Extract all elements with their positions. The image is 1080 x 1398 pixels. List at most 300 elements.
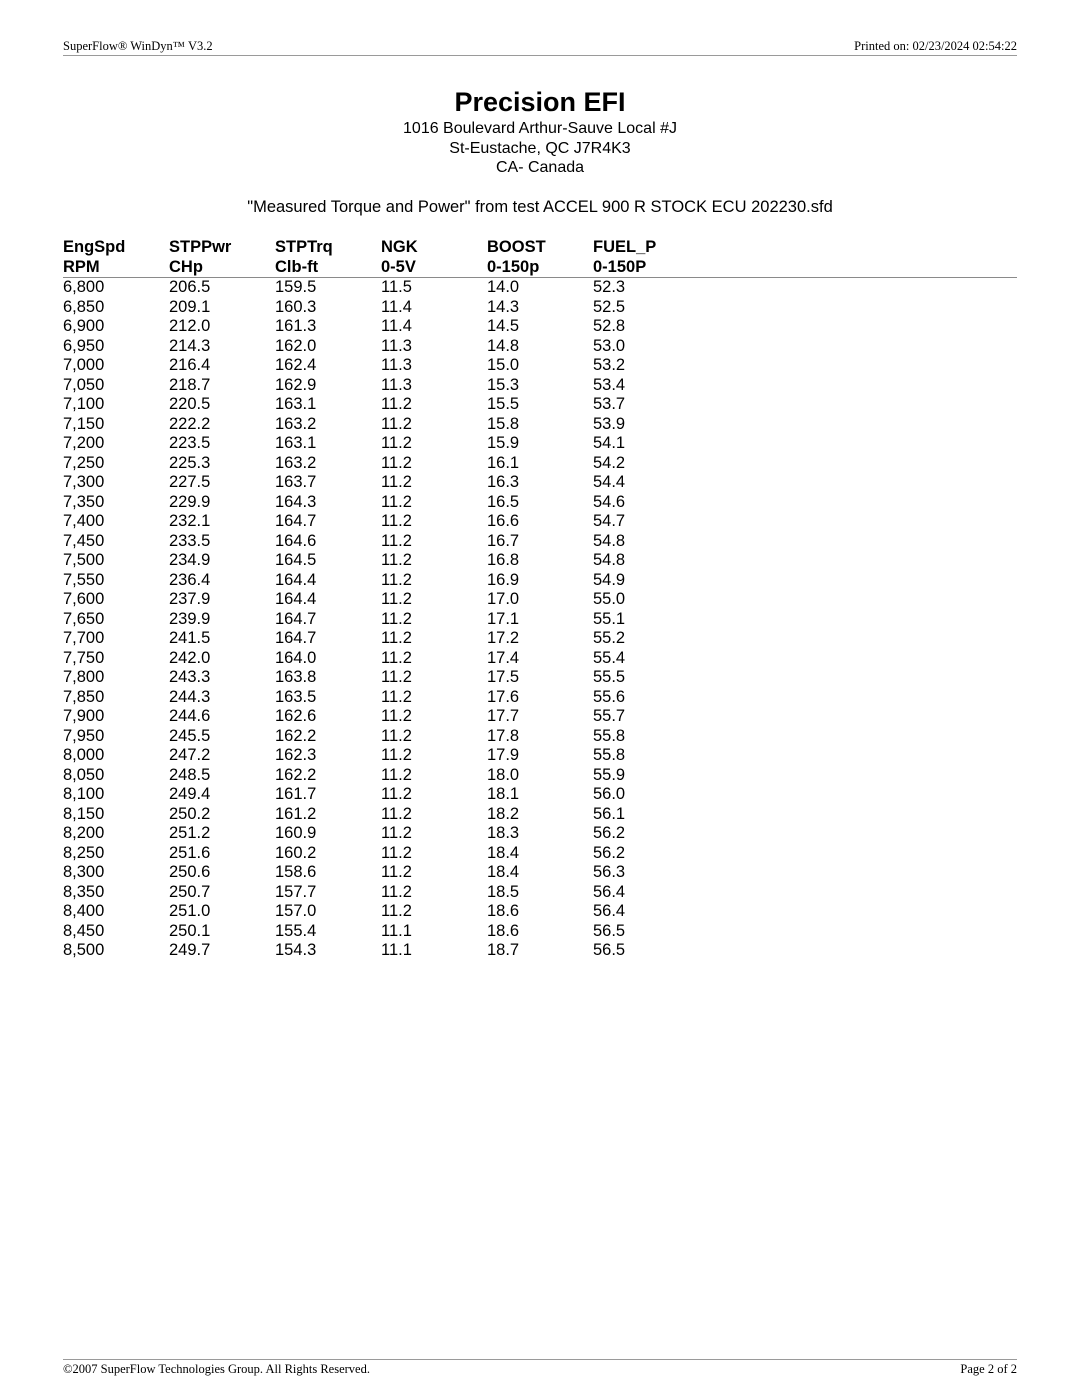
column-spacer [699,257,1017,278]
table-cell: 16.7 [487,531,520,550]
company-address-line1: 1016 Boulevard Arthur-Sauve Local #J [403,120,677,137]
table-cell: 54.2 [593,453,626,472]
row-spacer [699,883,1017,903]
table-cell: 56.5 [593,921,626,940]
table-cell: 18.2 [487,804,520,823]
table-cell: 7,000 [63,356,105,374]
row-spacer [699,863,1017,883]
table-cell: 245.5 [169,726,211,745]
table-cell: 212.0 [169,317,211,335]
column-header: STPTrq [275,238,333,256]
table-cell: 162.4 [275,356,317,374]
table-row [63,727,1017,747]
table-cell: 209.1 [169,297,211,316]
row-spacer [699,298,1017,318]
table-cell: 241.5 [169,629,211,647]
table-cell: 242.0 [169,648,211,667]
column-header: FUEL_P [593,238,657,256]
table-cell: 17.6 [487,687,520,706]
table-cell: 164.4 [275,590,317,608]
table-cell: 11.5 [381,278,412,296]
table-cell: 7,900 [63,707,105,725]
table-cell: 16.3 [487,473,520,491]
row-spacer [699,707,1017,727]
table-cell: 56.4 [593,882,626,901]
table-cell: 7,550 [63,570,105,589]
table-cell: 220.5 [169,395,211,413]
table-row [63,454,1017,474]
table-cell: 248.5 [169,765,211,784]
table-cell: 56.3 [593,863,626,881]
table-cell: 7,500 [63,551,105,569]
table-row [63,376,1017,396]
column-header: EngSpd [63,238,126,256]
table-cell: 162.6 [275,707,317,725]
column-unit: Clb-ft [275,257,381,278]
table-row [63,278,1017,298]
table-cell: 8,150 [63,804,105,823]
table-cell: 55.7 [593,707,626,725]
column-unit: 0-150P [593,257,699,278]
table-cell: 249.7 [169,941,211,959]
table-cell: 11.2 [381,609,412,628]
table-cell: 7,300 [63,473,105,491]
table-row [63,766,1017,786]
dyno-data-table [63,237,1017,961]
table-cell: 160.2 [275,843,317,862]
table-cell: 56.0 [593,785,626,803]
table-cell: 225.3 [169,453,211,472]
table-cell: 53.9 [593,414,626,433]
app-name: SuperFlow® WinDyn™ V3.2 [63,39,213,53]
table-cell: 7,100 [63,395,105,413]
table-row [63,883,1017,903]
row-spacer [699,805,1017,825]
table-cell: 214.3 [169,336,211,355]
row-spacer [699,785,1017,805]
table-cell: 11.3 [381,336,412,355]
table-row [63,805,1017,825]
table-cell: 17.7 [487,707,520,725]
table-cell: 55.6 [593,687,626,706]
table-cell: 244.3 [169,687,211,706]
table-cell: 6,800 [63,278,105,296]
copyright-notice: ©2007 SuperFlow Technologies Group. All Rights Reserved. [63,1362,370,1376]
table-row [63,512,1017,532]
table-cell: 7,150 [63,414,105,433]
table-cell: 16.8 [487,551,520,569]
table-cell: 53.4 [593,375,626,394]
column-header: NGK [381,238,418,256]
table-cell: 11.2 [381,453,412,472]
table-cell: 7,250 [63,453,105,472]
table-row [63,551,1017,571]
table-cell: 251.0 [169,902,211,920]
table-cell: 236.4 [169,570,211,589]
table-cell: 11.2 [381,824,412,842]
column-header: STPPwr [169,238,232,256]
table-cell: 18.7 [487,941,520,959]
page-header [63,38,1017,56]
table-cell: 14.3 [487,297,520,316]
table-cell: 8,350 [63,882,105,901]
row-spacer [699,629,1017,649]
table-cell: 8,500 [63,941,105,959]
table-cell: 163.1 [275,434,317,452]
table-cell: 54.4 [593,473,626,491]
table-cell: 7,200 [63,434,105,452]
table-cell: 54.9 [593,570,626,589]
table-cell: 8,050 [63,765,105,784]
row-spacer [699,590,1017,610]
table-cell: 11.2 [381,863,412,881]
table-cell: 17.4 [487,648,520,667]
table-cell: 8,000 [63,746,105,764]
table-cell: 53.2 [593,356,626,374]
table-cell: 7,850 [63,687,105,706]
table-cell: 11.2 [381,668,412,686]
table-cell: 8,400 [63,902,105,920]
table-cell: 157.0 [275,902,317,920]
table-cell: 18.1 [487,785,520,803]
table-cell: 11.2 [381,590,412,608]
table-cell: 154.3 [275,941,317,959]
table-cell: 160.3 [275,297,317,316]
table-cell: 54.7 [593,512,626,530]
table-cell: 218.7 [169,375,211,394]
row-spacer [699,493,1017,513]
table-cell: 18.4 [487,843,520,862]
table-cell: 11.1 [381,941,412,959]
table-cell: 18.0 [487,765,520,784]
table-cell: 11.2 [381,882,412,901]
table-row [63,844,1017,864]
table-cell: 53.7 [593,395,626,413]
row-spacer [699,395,1017,415]
table-cell: 164.5 [275,551,317,569]
table-cell: 55.0 [593,590,626,608]
table-cell: 8,100 [63,785,105,803]
table-cell: 163.8 [275,668,317,686]
table-row [63,707,1017,727]
table-cell: 164.6 [275,531,317,550]
table-cell: 162.9 [275,375,317,394]
table-cell: 16.5 [487,492,520,511]
table-cell: 16.1 [487,453,520,472]
row-spacer [699,668,1017,688]
table-cell: 229.9 [169,492,211,511]
table-cell: 249.4 [169,785,211,803]
table-cell: 11.4 [381,317,412,335]
table-cell: 16.6 [487,512,520,530]
row-spacer [699,571,1017,591]
table-cell: 8,200 [63,824,105,842]
table-cell: 237.9 [169,590,211,608]
table-cell: 11.1 [381,921,412,940]
table-cell: 233.5 [169,531,211,550]
table-cell: 8,450 [63,921,105,940]
table-cell: 15.5 [487,395,520,413]
company-address-line2: St-Eustache, QC J7R4K3 [449,139,631,157]
table-cell: 16.9 [487,570,520,589]
table-row [63,610,1017,630]
table-cell: 56.5 [593,941,626,959]
table-cell: 159.5 [275,278,317,296]
table-row [63,649,1017,669]
company-country: CA- Canada [495,159,585,176]
row-spacer [699,454,1017,474]
table-cell: 164.7 [275,512,317,530]
table-row [63,356,1017,376]
table-cell: 15.0 [487,356,520,374]
table-cell: 56.2 [593,843,626,862]
table-cell: 157.7 [275,882,317,901]
table-cell: 162.2 [275,765,317,784]
table-cell: 14.0 [487,278,520,296]
row-spacer [699,415,1017,435]
table-cell: 163.1 [275,395,317,413]
row-spacer [699,434,1017,454]
table-row [63,668,1017,688]
table-units-row [63,257,1017,278]
table-cell: 11.2 [381,492,412,511]
table-cell: 163.2 [275,453,317,472]
row-spacer [699,610,1017,630]
table-cell: 244.6 [169,707,211,725]
table-row [63,337,1017,357]
table-cell: 11.3 [381,356,412,374]
table-cell: 55.1 [593,609,626,628]
row-spacer [699,688,1017,708]
table-cell: 11.2 [381,687,412,706]
table-cell: 243.3 [169,668,211,686]
table-cell: 11.2 [381,843,412,862]
table-row [63,317,1017,337]
table-cell: 15.9 [487,434,520,452]
table-row [63,629,1017,649]
table-cell: 7,400 [63,512,105,530]
row-spacer [699,512,1017,532]
row-spacer [699,746,1017,766]
printed-timestamp: Printed on: 02/23/2024 02:54:22 [854,39,1017,53]
table-cell: 6,950 [63,336,105,355]
table-cell: 11.2 [381,707,412,725]
table-cell: 8,300 [63,863,105,881]
table-cell: 7,450 [63,531,105,550]
table-row [63,863,1017,883]
table-cell: 11.2 [381,551,412,569]
page-footer [63,1359,1017,1377]
report-title: "Measured Torque and Power" from test ACCEL 900 R STOCK ECU 202230.sfd [247,198,833,216]
table-row [63,434,1017,454]
row-spacer [699,473,1017,493]
table-cell: 18.5 [487,882,520,901]
row-spacer [699,551,1017,571]
table-cell: 161.2 [275,804,317,823]
table-cell: 11.2 [381,414,412,433]
table-cell: 11.2 [381,746,412,764]
table-cell: 18.6 [487,921,520,940]
table-cell: 250.6 [169,863,211,881]
row-spacer [699,941,1017,961]
table-cell: 7,650 [63,609,105,628]
table-row [63,473,1017,493]
table-cell: 17.1 [487,609,520,628]
table-cell: 11.2 [381,434,412,452]
table-cell: 17.5 [487,668,520,686]
table-cell: 161.7 [275,785,317,803]
column-spacer [699,237,1017,257]
table-cell: 160.9 [275,824,317,842]
table-cell: 55.9 [593,765,626,784]
table-cell: 11.2 [381,512,412,530]
table-cell: 56.1 [593,804,626,823]
table-cell: 163.2 [275,414,317,433]
table-cell: 7,750 [63,648,105,667]
table-row [63,590,1017,610]
table-cell: 17.8 [487,726,520,745]
table-cell: 6,850 [63,297,105,316]
table-cell: 18.6 [487,902,520,920]
row-spacer [699,376,1017,396]
table-cell: 162.2 [275,726,317,745]
table-row [63,746,1017,766]
table-cell: 56.4 [593,902,626,920]
table-cell: 250.7 [169,882,211,901]
table-cell: 222.2 [169,414,211,433]
table-cell: 164.0 [275,648,317,667]
table-cell: 164.4 [275,570,317,589]
table-cell: 11.2 [381,765,412,784]
table-cell: 161.3 [275,317,317,335]
table-cell: 55.2 [593,629,626,647]
row-spacer [699,649,1017,669]
table-cell: 18.3 [487,824,520,842]
table-cell: 11.3 [381,375,412,394]
table-row [63,571,1017,591]
row-spacer [699,824,1017,844]
column-unit: 0-5V [381,257,487,278]
table-cell: 158.6 [275,863,317,881]
page-number: Page 2 of 2 [960,1362,1017,1376]
table-cell: 11.2 [381,804,412,823]
table-cell: 250.1 [169,921,211,940]
table-cell: 7,050 [63,375,105,394]
table-cell: 55.5 [593,668,626,686]
company-name: Precision EFI [454,87,626,117]
table-cell: 251.6 [169,843,211,862]
row-spacer [699,337,1017,357]
table-cell: 11.2 [381,648,412,667]
table-cell: 55.8 [593,726,626,745]
row-spacer [699,922,1017,942]
table-cell: 232.1 [169,512,211,530]
row-spacer [699,727,1017,747]
column-header: BOOST [487,238,546,256]
table-cell: 11.2 [381,395,412,413]
table-cell: 247.2 [169,746,211,764]
company-block [0,85,1080,178]
row-spacer [699,532,1017,552]
table-cell: 14.5 [487,317,520,335]
table-cell: 6,900 [63,317,105,335]
table-cell: 7,350 [63,492,105,511]
row-spacer [699,766,1017,786]
table-cell: 7,700 [63,629,105,647]
table-cell: 52.5 [593,297,626,316]
table-cell: 53.0 [593,336,626,355]
table-cell: 155.4 [275,921,317,940]
table-cell: 54.6 [593,492,626,511]
table-cell: 251.2 [169,824,211,842]
table-cell: 17.0 [487,590,520,608]
table-cell: 11.2 [381,570,412,589]
table-cell: 162.3 [275,746,317,764]
table-cell: 250.2 [169,804,211,823]
column-unit: 0-150p [487,257,593,278]
table-cell: 11.2 [381,785,412,803]
table-body [63,278,1017,961]
row-spacer [699,278,1017,298]
table-row [63,532,1017,552]
table-row [63,785,1017,805]
table-cell: 206.5 [169,278,211,296]
table-cell: 14.8 [487,336,520,355]
table-cell: 7,950 [63,726,105,745]
table-row [63,902,1017,922]
table-row [63,941,1017,961]
table-cell: 17.2 [487,629,520,647]
table-cell: 52.8 [593,317,626,335]
table-cell: 11.4 [381,297,412,316]
table-cell: 163.5 [275,687,317,706]
table-cell: 11.2 [381,902,412,920]
table-cell: 216.4 [169,356,211,374]
table-cell: 7,600 [63,590,105,608]
column-unit: CHp [169,257,275,278]
column-unit: RPM [63,257,169,278]
table-cell: 55.4 [593,648,626,667]
table-cell: 52.3 [593,278,626,296]
table-cell: 223.5 [169,434,211,452]
table-cell: 18.4 [487,863,520,881]
table-row [63,824,1017,844]
table-cell: 7,800 [63,668,105,686]
table-cell: 17.9 [487,746,520,764]
table-row [63,922,1017,942]
table-cell: 55.8 [593,746,626,764]
table-cell: 54.8 [593,531,626,550]
table-row [63,493,1017,513]
table-cell: 227.5 [169,473,211,491]
table-cell: 15.8 [487,414,520,433]
table-cell: 162.0 [275,336,317,355]
table-cell: 11.2 [381,629,412,647]
table-cell: 163.7 [275,473,317,491]
table-cell: 164.7 [275,629,317,647]
table-cell: 54.8 [593,551,626,569]
row-spacer [699,902,1017,922]
table-cell: 164.3 [275,492,317,511]
table-row [63,298,1017,318]
table-cell: 11.2 [381,473,412,491]
table-row [63,415,1017,435]
row-spacer [699,356,1017,376]
table-cell: 8,250 [63,843,105,862]
table-cell: 15.3 [487,375,520,394]
table-cell: 56.2 [593,824,626,842]
table-cell: 164.7 [275,609,317,628]
